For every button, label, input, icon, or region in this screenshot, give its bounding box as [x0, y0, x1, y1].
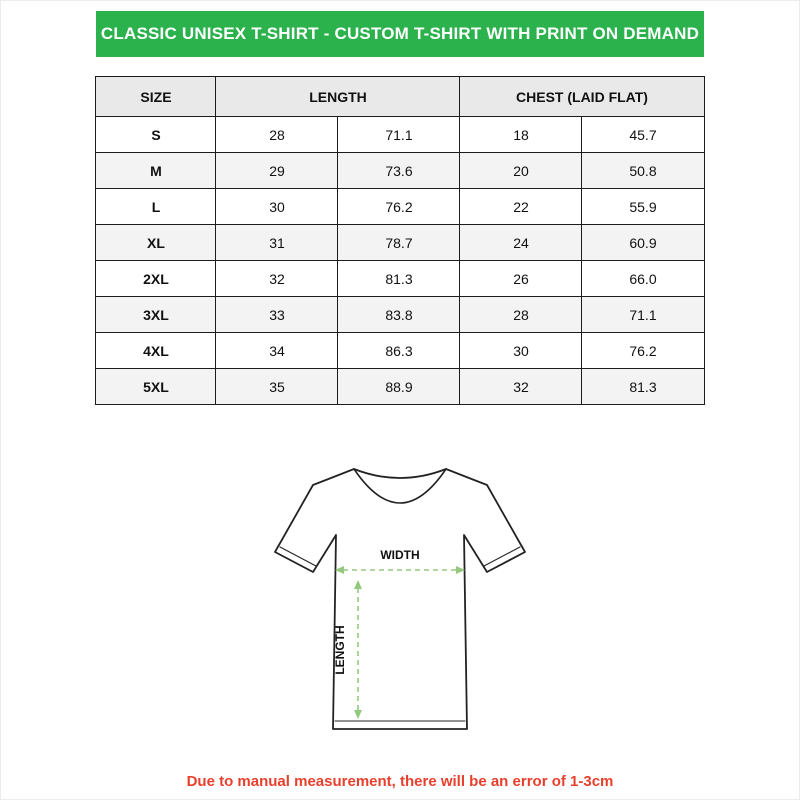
measurement-cell: 34: [216, 333, 338, 369]
measurement-cell: 28: [216, 117, 338, 153]
col-header-size: SIZE: [96, 77, 216, 117]
measurement-cell: 66.0: [582, 261, 704, 297]
measurement-cell: 29: [216, 153, 338, 189]
col-header-chest: CHEST (LAID FLAT): [460, 77, 704, 117]
size-cell: 5XL: [96, 369, 216, 405]
measurement-cell: 24: [460, 225, 582, 261]
measurement-cell: 50.8: [582, 153, 704, 189]
measurement-cell: 28: [460, 297, 582, 333]
tshirt-diagram-container: [1, 447, 799, 759]
table-row: [96, 333, 704, 369]
table-row: [96, 297, 704, 333]
size-cell: L: [96, 189, 216, 225]
measurement-cell: 60.9: [582, 225, 704, 261]
measurement-cell: 32: [216, 261, 338, 297]
size-cell: 3XL: [96, 297, 216, 333]
measurement-cell: 83.8: [338, 297, 460, 333]
tshirt-diagram: [250, 447, 550, 759]
measurement-cell: 86.3: [338, 333, 460, 369]
measurement-cell: 71.1: [582, 297, 704, 333]
measurement-cell: 76.2: [338, 189, 460, 225]
table-row: [96, 369, 704, 405]
measurement-cell: 81.3: [582, 369, 704, 405]
measurement-note: Due to manual measurement, there will be an error of 1-3cm: [186, 773, 614, 790]
measurement-cell: 45.7: [582, 117, 704, 153]
measurement-cell: 81.3: [338, 261, 460, 297]
title-banner: [96, 11, 704, 57]
measurement-cell: 78.7: [338, 225, 460, 261]
measurement-cell: 71.1: [338, 117, 460, 153]
table-row: [96, 261, 704, 297]
measurement-cell: 33: [216, 297, 338, 333]
col-header-length: LENGTH: [216, 77, 460, 117]
measurement-cell: 30: [216, 189, 338, 225]
measurement-cell: 55.9: [582, 189, 704, 225]
measurement-cell: 31: [216, 225, 338, 261]
size-table: [95, 76, 704, 405]
size-cell: 4XL: [96, 333, 216, 369]
measurement-cell: 18: [460, 117, 582, 153]
tshirt-outline: [275, 469, 525, 729]
measurement-cell: 22: [460, 189, 582, 225]
width-label: WIDTH: [380, 548, 420, 562]
table-row: [96, 189, 704, 225]
table-header-row: [96, 77, 704, 117]
table-row: [96, 153, 704, 189]
measurement-cell: 76.2: [582, 333, 704, 369]
table-row: [96, 225, 704, 261]
size-cell: S: [96, 117, 216, 153]
size-cell: XL: [96, 225, 216, 261]
measurement-cell: 35: [216, 369, 338, 405]
page-title: CLASSIC UNISEX T-SHIRT - CUSTOM T-SHIRT WITH PRINT ON DEMAND: [100, 24, 700, 43]
measurement-cell: 30: [460, 333, 582, 369]
measurement-cell: 73.6: [338, 153, 460, 189]
size-cell: M: [96, 153, 216, 189]
measurement-cell: 26: [460, 261, 582, 297]
size-cell: 2XL: [96, 261, 216, 297]
measurement-cell: 20: [460, 153, 582, 189]
length-label: LENGTH: [333, 625, 347, 675]
measurement-cell: 88.9: [338, 369, 460, 405]
measurement-cell: 32: [460, 369, 582, 405]
table-row: [96, 117, 704, 153]
